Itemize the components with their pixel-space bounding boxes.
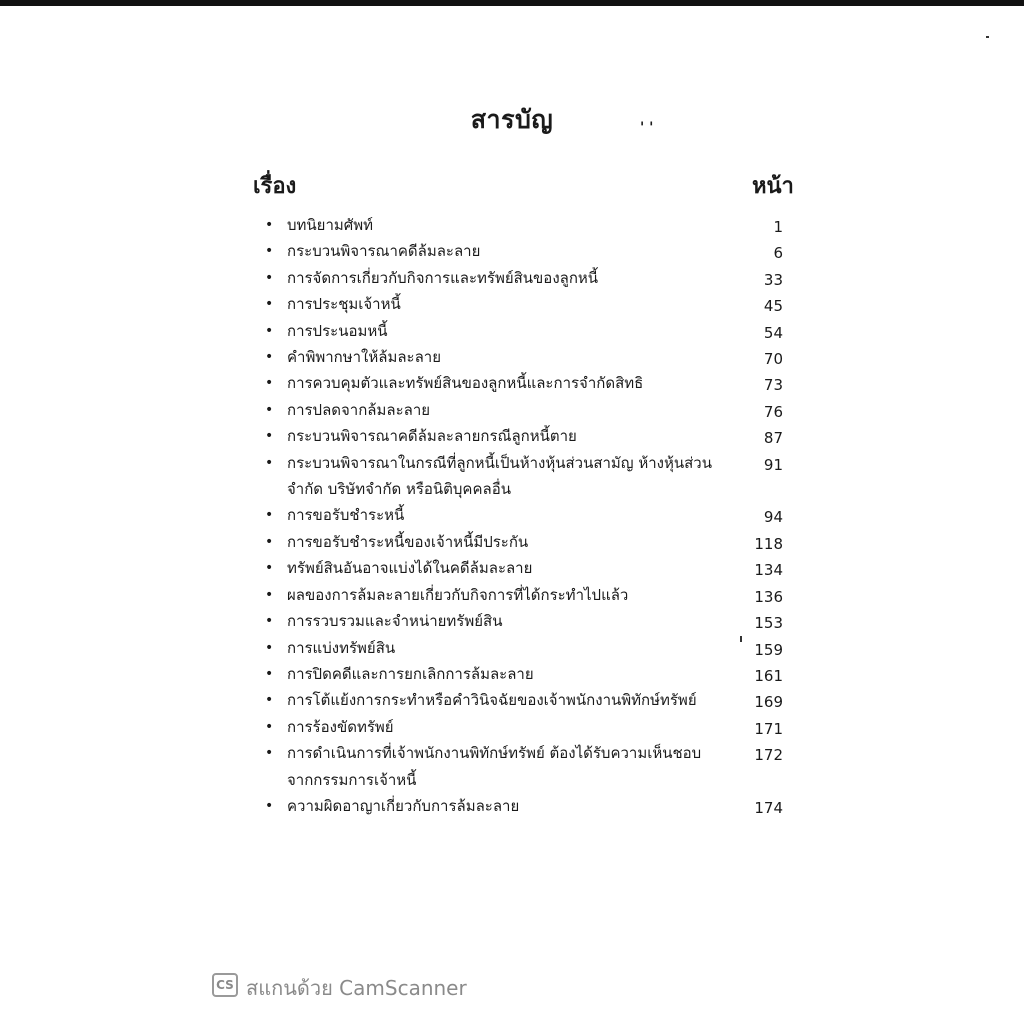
toc-entry-page: 94 <box>763 508 783 527</box>
toc-entry-page: 153 <box>754 614 783 633</box>
toc-entry-page: 161 <box>754 666 783 685</box>
toc-entry-title: การประนอมหนี้ <box>287 321 388 340</box>
toc-entry <box>253 740 783 793</box>
bullet-icon: • <box>265 375 274 392</box>
toc-entry-title: การขอรับชำระหนี้ของเจ้าหนี้มีประกัน <box>287 532 529 551</box>
toc-entry-title: ความผิดอาญาเกี่ยวกับการล้มละลาย <box>287 796 520 815</box>
toc-entry-title: การปลดจากล้มละลาย <box>287 400 431 419</box>
table-of-contents <box>253 212 783 819</box>
toc-entry-page: 172 <box>754 746 783 765</box>
bullet-icon: • <box>265 243 274 260</box>
bullet-icon: • <box>265 718 274 735</box>
bullet-icon: • <box>265 428 274 445</box>
toc-entry-page: 118 <box>754 534 783 553</box>
toc-entry-title: คำพิพากษาให้ล้มละลาย <box>287 348 441 367</box>
toc-entry <box>253 687 783 713</box>
toc-entry-page: 171 <box>754 719 783 738</box>
toc-entry-page: 73 <box>763 376 783 395</box>
bullet-icon: • <box>265 613 274 630</box>
toc-entry <box>253 793 783 819</box>
bullet-icon: • <box>265 349 274 366</box>
toc-entry <box>253 344 783 370</box>
bullet-icon: • <box>265 454 274 471</box>
bullet-icon: • <box>265 586 274 603</box>
toc-entry <box>253 212 783 238</box>
scan-speck <box>986 36 989 38</box>
toc-entry-page: 91 <box>763 455 783 474</box>
page-column-header: หน้า <box>752 174 794 199</box>
bullet-icon: • <box>265 692 274 709</box>
toc-entry-title: การแบ่งทรัพย์สิน <box>287 638 396 657</box>
toc-entry-title: ทรัพย์สินอันอาจแบ่งได้ในคดีล้มละลาย <box>287 559 533 578</box>
title-stray-mark: ' ' <box>640 120 654 136</box>
toc-entry <box>253 529 783 555</box>
toc-entry-title: กระบวนพิจารณาคดีล้มละลายกรณีลูกหนี้ตาย <box>287 427 577 446</box>
toc-entry-page: 1 <box>773 218 783 236</box>
toc-entry-page: 33 <box>763 270 783 289</box>
toc-entry <box>253 318 783 344</box>
toc-entry-title: การดำเนินการที่เจ้าพนักงานพิทักษ์ทรัพย์ ต้องได้รับความเห็นชอบจากกรรมการเจ้าหนี้ <box>287 744 702 789</box>
toc-entry <box>253 370 783 396</box>
toc-entry-title: การโต้แย้งการกระทำหรือคำวินิจฉัยของเจ้าพนักงานพิทักษ์ทรัพย์ <box>287 691 697 710</box>
toc-entry <box>253 714 783 740</box>
toc-entry <box>253 450 783 503</box>
toc-entry <box>253 608 783 634</box>
toc-entry-page: 87 <box>763 429 783 448</box>
toc-entry-title: การขอรับชำระหนี้ <box>287 506 405 525</box>
bullet-icon: • <box>265 296 274 313</box>
bullet-icon: • <box>265 639 274 656</box>
toc-entry <box>253 423 783 449</box>
toc-entry-title: กระบวนพิจารณาคดีล้มละลาย <box>287 242 481 261</box>
toc-entry-page: 169 <box>754 693 783 712</box>
toc-entry-page: 54 <box>763 323 783 342</box>
toc-entry-page: 174 <box>754 798 783 817</box>
toc-entry <box>253 397 783 423</box>
toc-entry <box>253 582 783 608</box>
toc-entry-title: การประชุมเจ้าหนี้ <box>287 295 401 314</box>
toc-entry-title: ผลของการล้มละลายเกี่ยวกับกิจการที่ได้กระทำไปแล้ว <box>287 585 629 604</box>
toc-entry-title: การรวบรวมและจำหน่ายทรัพย์สิน <box>287 612 503 631</box>
toc-entry <box>253 555 783 581</box>
scan-speck <box>740 636 742 642</box>
toc-entry-page: 134 <box>754 561 783 580</box>
toc-entry-page: 70 <box>763 350 783 369</box>
bullet-icon: • <box>265 401 274 418</box>
toc-entry-page: 45 <box>763 297 783 316</box>
toc-entry-page: 6 <box>773 244 783 263</box>
bullet-icon: • <box>265 665 274 682</box>
bullet-icon: • <box>265 560 274 577</box>
bullet-icon: • <box>265 533 274 550</box>
bullet-icon: • <box>265 322 274 339</box>
toc-entry-page: 136 <box>754 587 783 606</box>
bullet-icon: • <box>265 269 274 286</box>
toc-entry-title: การปิดคดีและการยกเลิกการล้มละลาย <box>287 664 534 683</box>
toc-entry <box>253 265 783 291</box>
bullet-icon: • <box>265 797 274 814</box>
camscanner-watermark: สแกนด้วย CamScanner <box>246 976 467 1000</box>
toc-entry <box>253 635 783 661</box>
scan-border <box>0 0 1024 6</box>
toc-entry <box>253 291 783 317</box>
camscanner-logo: CS <box>212 973 238 997</box>
bullet-icon: • <box>265 745 274 762</box>
toc-entry <box>253 661 783 687</box>
toc-entry-page: 76 <box>763 402 783 421</box>
toc-entry <box>253 238 783 264</box>
bullet-icon: • <box>265 217 274 233</box>
toc-entry-title: กระบวนพิจารณาในกรณีที่ลูกหนี้เป็นห้างหุ้นส่วนสามัญ ห้างหุ้นส่วนจำกัด บริษัทจำกัด หรือนิติบุคคลอื่น <box>287 453 712 499</box>
toc-entry-title: การร้องขัดทรัพย์ <box>287 717 394 736</box>
toc-entry-title: บทนิยามศัพท์ <box>287 216 374 234</box>
topic-column-header: เรื่อง <box>253 174 297 199</box>
bullet-icon: • <box>265 507 274 524</box>
toc-entry-title: การควบคุมตัวและทรัพย์สินของลูกหนี้และการจำกัดสิทธิ <box>287 374 644 393</box>
toc-entry <box>253 502 783 528</box>
toc-entry-page: 159 <box>754 640 783 659</box>
page-title: สารบัญ <box>470 105 554 134</box>
toc-entry-title: การจัดการเกี่ยวกับกิจการและทรัพย์สินของลูกหนี้ <box>287 268 599 287</box>
